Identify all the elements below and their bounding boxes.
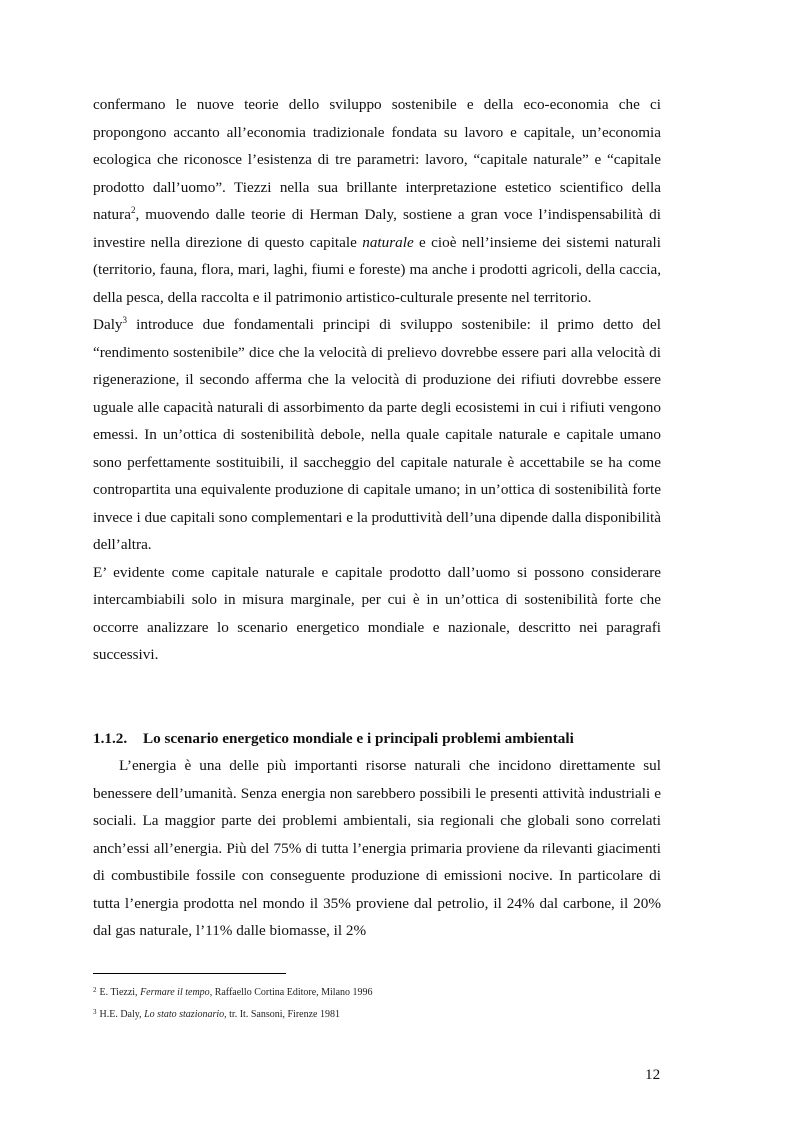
footnote-2 <box>93 983 373 1000</box>
paragraph-1-text-c: e cioè nell’insieme dei sistemi naturali (territorio, fauna, flora, mari, laghi, fiumi e foreste) ma anche i prodotti agricoli, della caccia, della pesca, della raccolta e il patrimonio artistico-culturale presente nel territorio. <box>93 233 661 306</box>
section-heading <box>93 727 661 751</box>
section-paragraph: L’energia è una delle più importanti risorse naturali che incidono direttamente sul benessere dell’umanità. Senza energia non sarebbero possibili le presenti attività industriali e sociali. La maggior parte dei problemi ambientali, sia regionali che globali sono correlati anch’essi all’energia. Più del 75% di tutta l’energia primaria proviene da rilevanti giacimenti di combustibile fossile con conseguente produzione di emissioni nocive. In particolare di tutta l’energia prodotta nel mondo il 35% proviene dal petrolio, il 24% dal carbone, il 20% dal gas naturale, l’11% dalle biomasse, il 2% <box>93 757 661 939</box>
footnote-ref-3: 3 <box>122 314 128 325</box>
footnote-3-title: Lo stato stazionario <box>144 1009 225 1020</box>
footnote-3-author: H.E. Daly, <box>99 1009 145 1020</box>
paragraph-2-text-a: Daly <box>93 316 123 333</box>
body-text-section <box>93 752 661 945</box>
paragraph-1-italic: naturale <box>362 233 414 251</box>
paragraph-3: E’ evidente come capitale naturale e capitale prodotto dall’uomo si possono considerare intercambiabili solo in misura marginale, per cui è in un’ottica di sostenibilità forte che occorre analizzare lo scenario energetico mondiale e nazionale, descritto nei paragrafi successivi. <box>93 563 661 663</box>
footnote-2-number: 2 <box>93 986 97 994</box>
footnote-2-title: Fermare il tempo <box>140 987 210 998</box>
section-title: Lo scenario energetico mondiale e i principali problemi ambientali <box>143 730 574 747</box>
footnote-ref-2: 2 <box>130 204 136 215</box>
paragraph-2-text-b: introduce due fondamentali principi di sviluppo sostenibile: il primo detto del “rendimento sostenibile” dice che la velocità di prelievo dovrebbe essere pari alla velocità di rigenerazione, il secondo afferma che la velocità di produzione dei rifiuti dovrebbe essere uguale alle capacità naturali di assorbimento da parte degli ecosistemi in cui i rifiuti vengono emessi. In un’ottica di sostenibilità debole, nella quale capitale naturale e capitale umano sono perfettamente sostituibili, il saccheggio del capitale naturale è accettabile se ha come contropartita una equivalente produzione di capitale umano; in un’ottica di sostenibilità forte invece i due capitali sono complementari e la produttività dell’una dipende dalla disponibilità dell’altra. <box>93 316 661 553</box>
footnote-2-publisher: , Raffaello Cortina Editore, Milano 1996 <box>209 987 373 998</box>
section-number: 1.1.2. <box>93 730 128 747</box>
paragraph-2 <box>93 311 661 559</box>
footnote-3-publisher: , tr. It. Sansoni, Firenze 1981 <box>224 1009 340 1020</box>
footnote-2-author: E. Tiezzi, <box>99 987 141 998</box>
footnote-3 <box>93 1005 340 1022</box>
page-number: 12 <box>645 1066 661 1083</box>
paragraph-1-text-a: confermano le nuove teorie dello sviluppo sostenibile e della eco-economia che ci propongono accanto all’economia tradizionale fondata su lavoro e capitale, un’economia ecologica che riconosce l’esistenza di tre parametri: lavoro, “capitale naturale” e “capitale prodotto dall’uomo”. Tiezzi nella sua brillante interpretazione estetico scientifico della natura <box>93 96 661 223</box>
body-text-top <box>93 91 661 669</box>
footnote-divider <box>93 973 286 974</box>
footnote-3-number: 3 <box>93 1008 97 1016</box>
paragraph-1 <box>93 91 661 311</box>
paragraph-1-text-b: , muovendo dalle teorie di Herman Daly, sostiene a gran voce l’indispensabilità di investire nella direzione di questo capitale <box>93 206 661 251</box>
